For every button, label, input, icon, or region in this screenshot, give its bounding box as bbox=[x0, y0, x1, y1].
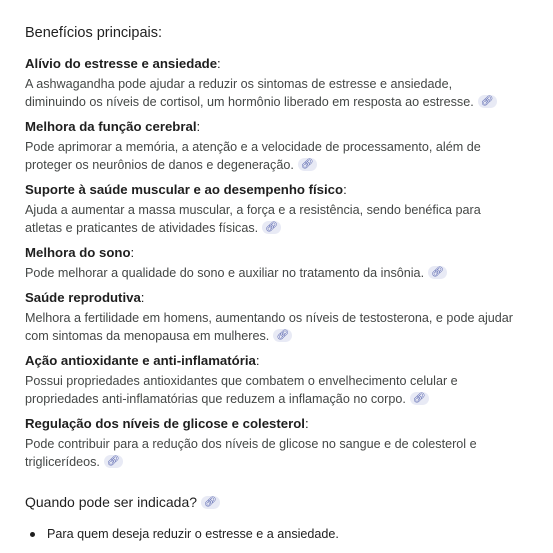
benefit-item bbox=[25, 55, 545, 111]
benefit-title-text: Suporte à saúde muscular e ao desempenho físico bbox=[25, 182, 344, 197]
benefit-title: Saúde reprodutiva: bbox=[25, 290, 145, 305]
benefit-item bbox=[25, 352, 545, 408]
benefit-description-text: A ashwagandha pode ajudar a reduzir os sintomas de estresse e ansiedade, diminuindo os níveis de cortisol, um hormônio liberado em resposta ao estresse. bbox=[25, 77, 474, 109]
link-icon[interactable]: 🔗︎ bbox=[273, 329, 292, 342]
bullet-list bbox=[25, 525, 545, 543]
list-item: Para quem deseja reduzir o estresse e a ansiedade. bbox=[47, 525, 545, 543]
benefit-title-text: Melhora da função cerebral bbox=[25, 119, 197, 134]
benefit-title: Suporte à saúde muscular e ao desempenho físico: bbox=[25, 182, 347, 197]
benefit-item bbox=[25, 289, 545, 345]
benefit-description bbox=[25, 138, 545, 174]
content bbox=[25, 24, 545, 543]
link-icon[interactable]: 🔗︎ bbox=[262, 221, 281, 234]
benefit-title: Melhora do sono: bbox=[25, 245, 135, 260]
link-icon[interactable]: 🔗︎ bbox=[298, 158, 317, 171]
benefit-title-text: Ação antioxidante e anti-inflamatória bbox=[25, 353, 256, 368]
benefit-description bbox=[25, 435, 545, 471]
benefit-description bbox=[25, 201, 545, 237]
link-icon[interactable]: 🔗︎ bbox=[104, 455, 123, 468]
benefit-title-text: Saúde reprodutiva bbox=[25, 290, 141, 305]
benefit-description-text: Possui propriedades antioxidantes que combatem o envelhecimento celular e propriedades anti-inflamatórias que reduzem a inflamação no corpo. bbox=[25, 374, 458, 406]
benefit-item bbox=[25, 415, 545, 471]
subsection-heading bbox=[25, 493, 545, 511]
benefit-description-text: Melhora a fertilidade em homens, aumentando os níveis de testosterona, e pode ajudar com sintomas da menopausa em mulheres. bbox=[25, 311, 513, 343]
benefit-title-text: Regulação dos níveis de glicose e colesterol bbox=[25, 416, 305, 431]
link-icon[interactable]: 🔗︎ bbox=[201, 496, 220, 509]
benefit-description-text: Ajuda a aumentar a massa muscular, a força e a resistência, sendo benéfica para atletas e praticantes de atividades físicas. bbox=[25, 203, 481, 235]
subsection-heading-text: Quando pode ser indicada? bbox=[25, 494, 198, 510]
benefit-description-text: Pode contribuir para a redução dos níveis de glicose no sangue e de colesterol e triglicerídeos. bbox=[25, 437, 477, 469]
benefit-description bbox=[25, 264, 545, 282]
benefit-item bbox=[25, 118, 545, 174]
benefit-description-text: Pode aprimorar a memória, a atenção e a velocidade de processamento, além de proteger os neurônios de danos e degeneração. bbox=[25, 140, 481, 172]
benefit-title: Ação antioxidante e anti-inflamatória: bbox=[25, 353, 260, 368]
benefit-title: Regulação dos níveis de glicose e colesterol: bbox=[25, 416, 309, 431]
benefit-description bbox=[25, 309, 545, 345]
link-icon[interactable]: 🔗︎ bbox=[428, 266, 447, 279]
benefit-description-text: Pode melhorar a qualidade do sono e auxiliar no tratamento da insônia. bbox=[25, 266, 425, 280]
benefit-item bbox=[25, 181, 545, 237]
benefit-title-text: Alívio do estresse e ansiedade bbox=[25, 56, 218, 71]
benefit-title: Alívio do estresse e ansiedade: bbox=[25, 56, 221, 71]
benefit-description bbox=[25, 372, 545, 408]
benefit-title: Melhora da função cerebral: bbox=[25, 119, 201, 134]
link-icon[interactable]: 🔗︎ bbox=[410, 392, 429, 405]
section-heading: Benefícios principais: bbox=[25, 25, 163, 41]
benefit-title-text: Melhora do sono bbox=[25, 245, 131, 260]
benefit-description bbox=[25, 75, 545, 111]
link-icon[interactable]: 🔗︎ bbox=[478, 95, 497, 108]
benefit-item bbox=[25, 244, 545, 282]
